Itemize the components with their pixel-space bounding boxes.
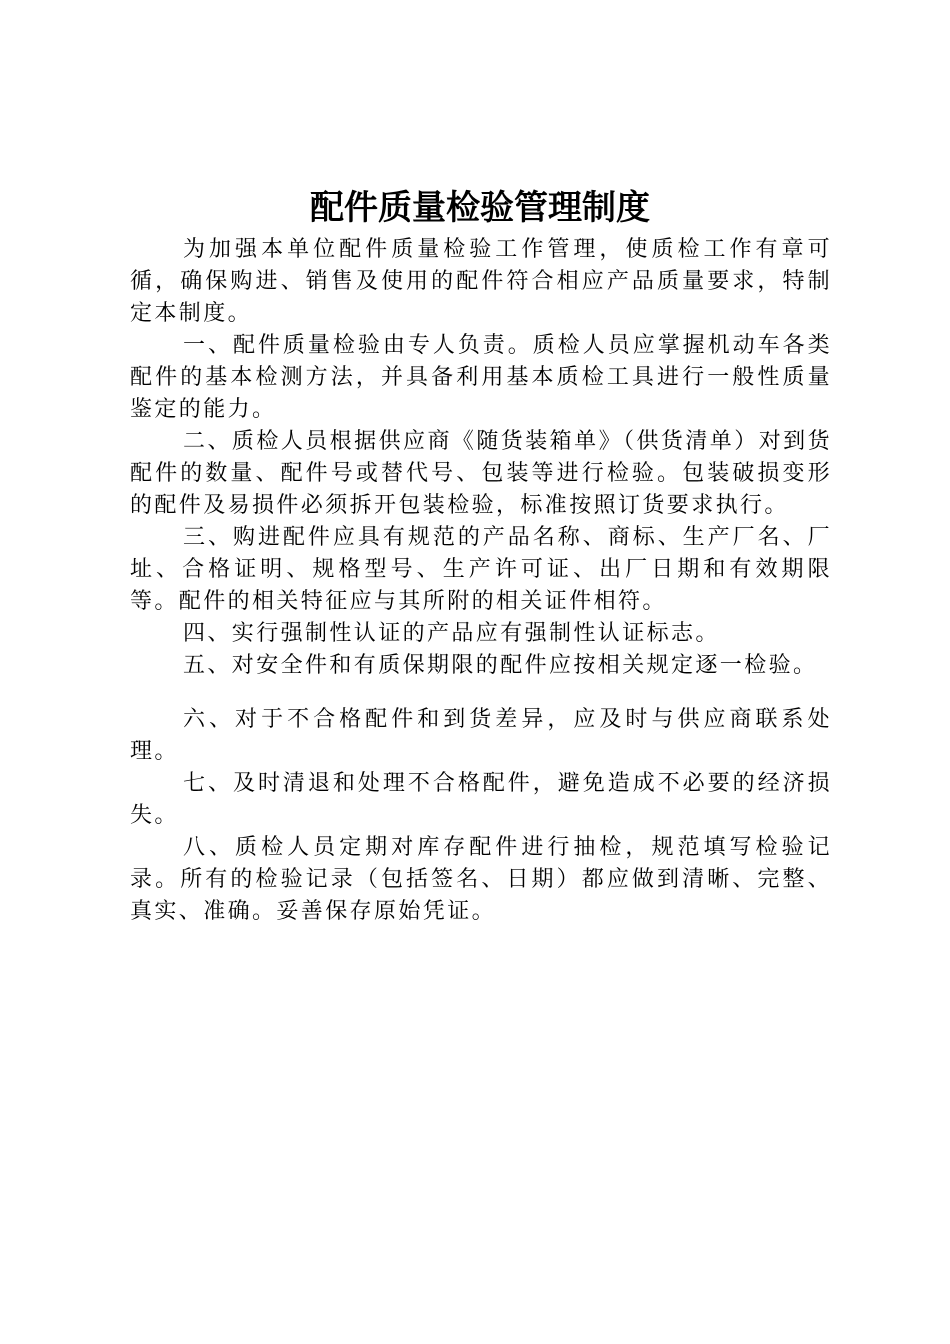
paragraph-clause-8: 八、质检人员定期对库存配件进行抽检，规范填写检验记录。所有的检验记录（包括签名、日期）都应做到清晰、完整、真实、准确。妥善保存原始凭证。	[130, 835, 832, 924]
document-body	[130, 234, 832, 928]
paragraph-intro: 为加强本单位配件质量检验工作管理，使质检工作有章可循，确保购进、销售及使用的配件符合相应产品质量要求，特制定本制度。	[130, 237, 832, 326]
paragraph-clause-3: 三、购进配件应具有规范的产品名称、商标、生产厂名、厂址、合格证明、规格型号、生产许可证、出厂日期和有效期限等。配件的相关特征应与其所附的相关证件相符。	[130, 525, 832, 614]
document-title: 配件质量检验管理制度	[310, 188, 650, 228]
paragraph-clause-2: 二、质检人员根据供应商《随货装箱单》（供货清单）对到货配件的数量、配件号或替代号、包装等进行检验。包装破损变形的配件及易损件必须拆开包装检验，标准按照订货要求执行。	[130, 429, 832, 518]
paragraph-clause-7: 七、及时清退和处理不合格配件，避免造成不必要的经济损失。	[130, 771, 832, 828]
paragraph-clause-6: 六、对于不合格配件和到货差异，应及时与供应商联系处理。	[130, 707, 832, 764]
paragraph-clause-1: 一、配件质量检验由专人负责。质检人员应掌握机动车各类配件的基本检测方法，并具备利用基本质检工具进行一般性质量鉴定的能力。	[130, 333, 832, 422]
paragraph-clause-4: 四、实行强制性认证的产品应有强制性认证标志。	[183, 621, 720, 646]
paragraph-clause-5: 五、对安全件和有质保期限的配件应按相关规定逐一检验。	[183, 653, 818, 678]
